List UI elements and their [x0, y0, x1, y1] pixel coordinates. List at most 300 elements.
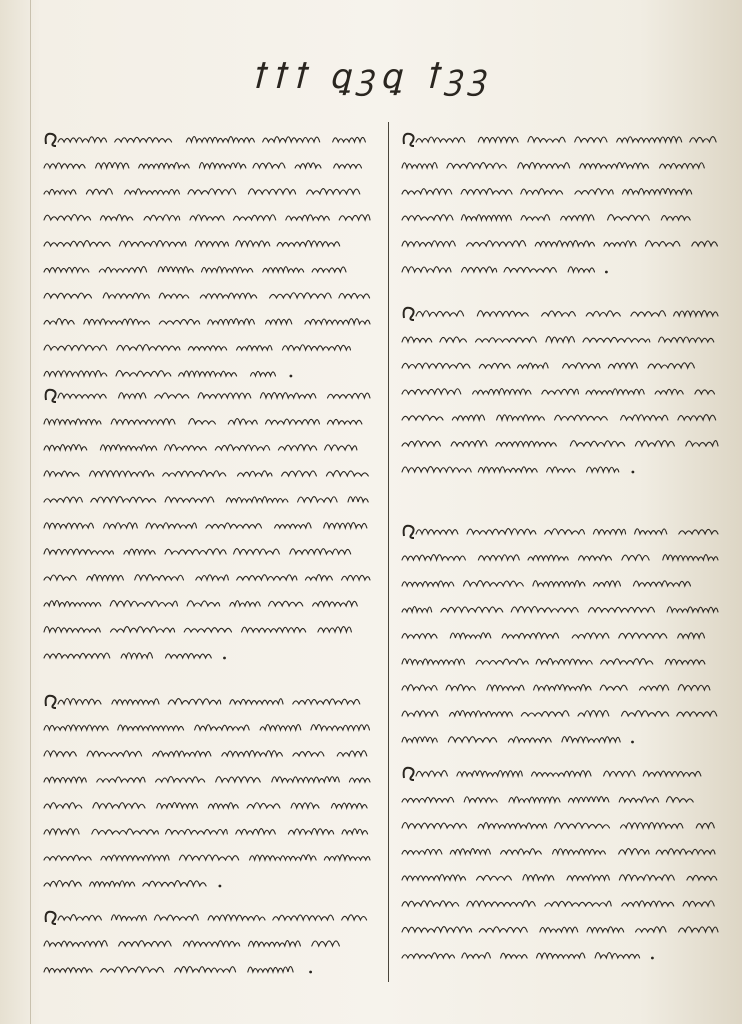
script-word — [441, 607, 503, 612]
script-line — [44, 308, 376, 334]
script-paragraph — [402, 760, 724, 968]
handwritten-script-line — [44, 642, 376, 668]
script-line — [44, 178, 376, 204]
script-word — [440, 337, 467, 342]
script-word — [199, 163, 246, 169]
script-word — [416, 771, 447, 776]
script-line — [402, 596, 724, 622]
script-word — [536, 659, 592, 664]
script-line — [402, 544, 724, 570]
handwritten-script-line — [402, 700, 724, 726]
handwritten-script-line — [402, 622, 724, 648]
script-line — [44, 956, 376, 982]
script-word — [342, 575, 370, 580]
script-word — [497, 415, 545, 420]
script-word — [537, 953, 585, 958]
script-word — [339, 215, 370, 220]
script-word — [518, 363, 549, 368]
script-word — [165, 549, 226, 554]
script-word — [416, 311, 464, 316]
script-word — [622, 901, 674, 906]
script-word — [44, 293, 92, 298]
script-word — [328, 393, 371, 398]
script-word — [487, 685, 524, 690]
script-word — [44, 725, 108, 730]
script-word — [342, 829, 368, 834]
script-paragraph — [402, 300, 724, 482]
script-line — [402, 726, 724, 752]
script-word — [291, 803, 319, 808]
script-word — [230, 699, 283, 704]
script-paragraph — [44, 126, 376, 386]
script-word — [275, 523, 312, 528]
script-word — [621, 415, 668, 420]
script-word — [153, 751, 211, 756]
handwritten-script-line — [44, 564, 376, 590]
script-word — [313, 601, 358, 606]
script-line — [402, 622, 724, 648]
script-word — [226, 497, 288, 502]
script-word — [509, 797, 560, 802]
script-word — [462, 267, 497, 272]
handwritten-script-line — [402, 942, 724, 968]
script-word — [555, 415, 608, 420]
script-word — [666, 797, 693, 802]
handwritten-script-line — [44, 930, 376, 956]
script-word — [447, 163, 506, 168]
handwritten-script-line — [402, 760, 724, 786]
script-word — [589, 607, 655, 612]
script-word — [44, 777, 86, 782]
script-line — [402, 648, 724, 674]
script-word — [234, 549, 280, 554]
script-word — [595, 953, 640, 959]
script-word — [464, 797, 497, 802]
end-mark — [219, 885, 222, 888]
script-line — [44, 282, 376, 308]
script-line — [44, 382, 376, 408]
script-word — [333, 137, 366, 142]
script-word — [307, 189, 360, 194]
script-word — [90, 471, 154, 476]
script-word — [222, 751, 283, 756]
script-word — [208, 915, 265, 920]
handwritten-script-line — [402, 674, 724, 700]
script-word — [44, 523, 94, 528]
initial-letter — [46, 912, 56, 924]
script-word — [189, 419, 216, 424]
handwritten-script-line — [402, 326, 724, 352]
script-word — [478, 137, 518, 142]
script-word — [555, 823, 610, 828]
script-word — [188, 346, 226, 350]
script-word — [561, 215, 594, 220]
script-word — [44, 941, 107, 946]
script-word — [44, 497, 82, 502]
script-line — [44, 792, 376, 818]
script-word — [643, 771, 701, 776]
script-word — [44, 751, 76, 756]
script-word — [623, 189, 692, 194]
script-word — [159, 319, 199, 324]
script-word — [111, 419, 175, 424]
script-word — [110, 601, 177, 606]
script-line — [44, 512, 376, 538]
script-word — [461, 189, 512, 194]
script-word — [402, 415, 443, 420]
script-line — [44, 740, 376, 766]
script-word — [587, 927, 624, 932]
end-mark — [605, 271, 608, 274]
script-word — [165, 445, 207, 450]
script-word — [677, 711, 717, 716]
handwritten-script-line — [44, 408, 376, 434]
script-word — [121, 653, 152, 658]
script-paragraph — [44, 382, 376, 668]
script-word — [678, 415, 716, 420]
handwritten-script-line — [44, 818, 376, 844]
script-word — [501, 849, 542, 854]
script-word — [679, 927, 718, 932]
script-word — [163, 471, 226, 476]
script-word — [175, 967, 236, 972]
script-word — [521, 711, 569, 716]
script-word — [619, 797, 658, 802]
script-word — [44, 549, 113, 554]
script-word — [402, 581, 454, 586]
initial-letter — [46, 390, 56, 402]
handwritten-script-line — [44, 740, 376, 766]
script-line — [44, 870, 376, 896]
script-word — [696, 823, 714, 828]
script-word — [476, 337, 537, 342]
script-line — [44, 256, 376, 282]
script-word — [450, 633, 491, 638]
script-word — [545, 901, 611, 906]
script-word — [282, 471, 317, 476]
script-line — [44, 844, 376, 870]
handwritten-script-line — [402, 456, 724, 482]
script-word — [648, 363, 694, 368]
script-word — [402, 685, 437, 690]
script-word — [553, 849, 606, 854]
script-line — [44, 460, 376, 486]
script-word — [216, 777, 261, 782]
script-word — [234, 215, 276, 220]
page-title: ꝉꝉꝉ ꝗꝫꝗ ꝉꝫꝫ — [250, 57, 492, 97]
script-word — [349, 778, 370, 782]
script-word — [467, 529, 536, 534]
script-word — [298, 497, 338, 502]
script-word — [635, 441, 674, 446]
script-word — [318, 627, 352, 632]
script-word — [263, 137, 320, 142]
script-word — [660, 163, 705, 168]
handwritten-script-line — [44, 904, 376, 930]
script-word — [44, 319, 74, 324]
script-word — [619, 849, 649, 854]
script-word — [44, 575, 76, 580]
script-word — [448, 737, 496, 742]
script-word — [645, 241, 680, 246]
script-word — [540, 927, 578, 932]
script-line — [44, 126, 376, 152]
handwritten-script-line — [44, 126, 376, 152]
script-word — [186, 137, 254, 142]
script-word — [111, 915, 146, 920]
script-word — [84, 319, 150, 324]
script-word — [58, 393, 106, 398]
script-word — [200, 293, 256, 298]
handwritten-script-line — [402, 518, 724, 544]
script-word — [601, 659, 653, 664]
script-line — [402, 838, 724, 864]
script-word — [467, 901, 535, 906]
script-line — [44, 590, 376, 616]
handwritten-script-line — [402, 430, 724, 456]
script-word — [683, 901, 714, 906]
script-word — [156, 777, 205, 783]
script-word — [583, 337, 650, 342]
script-word — [617, 137, 682, 142]
script-word — [325, 445, 357, 450]
script-word — [117, 345, 180, 351]
script-word — [518, 163, 570, 168]
script-word — [667, 607, 718, 612]
script-word — [157, 803, 198, 809]
script-line — [402, 674, 724, 700]
script-word — [446, 685, 475, 690]
script-word — [195, 241, 228, 246]
script-word — [272, 777, 340, 782]
script-line — [402, 916, 724, 942]
script-line — [44, 688, 376, 714]
script-word — [575, 137, 607, 142]
script-word — [100, 215, 132, 220]
script-word — [593, 529, 625, 534]
initial-letter — [404, 526, 414, 538]
script-word — [87, 575, 124, 580]
script-word — [402, 737, 437, 742]
script-word — [462, 953, 491, 958]
script-word — [337, 751, 367, 756]
script-word — [87, 751, 142, 756]
script-word — [248, 189, 295, 194]
script-word — [44, 803, 82, 808]
script-word — [44, 601, 101, 606]
script-word — [665, 659, 705, 664]
script-word — [44, 445, 87, 450]
script-word — [467, 241, 526, 246]
script-word — [622, 711, 669, 716]
script-word — [282, 345, 350, 350]
page-edge — [30, 0, 31, 1024]
script-word — [586, 311, 620, 316]
script-word — [327, 419, 362, 424]
initial-letter — [46, 696, 56, 708]
script-word — [619, 633, 667, 638]
script-word — [99, 267, 146, 272]
script-word — [608, 215, 650, 220]
script-line — [402, 352, 724, 378]
script-word — [523, 875, 554, 881]
script-word — [532, 771, 592, 776]
script-word — [101, 855, 169, 860]
script-word — [461, 215, 511, 220]
handwritten-script-line — [44, 714, 376, 740]
handwritten-script-line — [402, 916, 724, 942]
script-paragraph — [44, 688, 376, 896]
script-word — [678, 633, 705, 638]
script-word — [250, 855, 317, 860]
script-word — [402, 659, 465, 664]
script-word — [125, 189, 180, 194]
script-line — [44, 486, 376, 512]
script-word — [686, 441, 718, 446]
script-word — [44, 267, 89, 272]
script-word — [579, 555, 612, 560]
end-mark — [290, 375, 293, 378]
script-word — [154, 915, 198, 920]
script-word — [44, 215, 91, 221]
script-word — [655, 389, 683, 394]
script-word — [295, 163, 321, 168]
script-word — [293, 699, 360, 704]
script-word — [158, 267, 193, 273]
end-mark — [223, 657, 226, 660]
script-word — [188, 189, 236, 194]
handwritten-script-line — [44, 766, 376, 792]
script-line — [44, 766, 376, 792]
script-word — [119, 241, 186, 246]
handwritten-script-line — [44, 792, 376, 818]
script-word — [44, 653, 110, 658]
script-word — [622, 555, 649, 560]
script-word — [118, 725, 184, 730]
script-word — [266, 419, 320, 424]
script-line — [44, 930, 376, 956]
script-word — [402, 797, 454, 802]
script-word — [568, 797, 609, 802]
handwritten-script-line — [44, 486, 376, 512]
handwritten-script-line — [44, 956, 376, 982]
script-line — [402, 152, 724, 178]
script-line — [402, 404, 724, 430]
script-word — [478, 555, 519, 560]
script-word — [112, 699, 159, 704]
script-line — [44, 616, 376, 642]
handwritten-script-line — [44, 308, 376, 334]
script-line — [402, 518, 724, 544]
script-line — [402, 864, 724, 890]
script-word — [278, 445, 316, 450]
script-line — [402, 760, 724, 786]
script-word — [600, 685, 627, 690]
script-word — [58, 699, 101, 705]
script-word — [116, 371, 171, 376]
script-word — [348, 497, 368, 502]
script-word — [679, 529, 718, 534]
handwritten-script-line — [44, 844, 376, 870]
script-word — [269, 601, 303, 606]
script-word — [91, 497, 156, 502]
handwritten-script-line — [44, 178, 376, 204]
script-word — [528, 555, 568, 560]
script-line — [402, 700, 724, 726]
script-word — [228, 419, 257, 424]
handwritten-script-line — [402, 178, 724, 204]
script-word — [452, 415, 484, 420]
script-word — [260, 393, 316, 398]
script-word — [562, 737, 620, 742]
script-word — [100, 445, 156, 450]
script-word — [451, 441, 487, 446]
script-word — [479, 363, 510, 368]
script-word — [402, 823, 467, 829]
script-word — [578, 711, 609, 717]
script-word — [331, 803, 367, 808]
script-word — [236, 829, 275, 834]
script-word — [101, 967, 164, 972]
script-word — [633, 581, 690, 586]
handwritten-script-line — [402, 838, 724, 864]
handwritten-script-line — [44, 256, 376, 282]
script-paragraph — [402, 126, 724, 282]
script-line — [402, 890, 724, 916]
script-line — [402, 812, 724, 838]
script-word — [678, 685, 710, 690]
script-word — [619, 875, 674, 880]
script-line — [44, 818, 376, 844]
script-word — [661, 216, 690, 220]
handwritten-script-line — [44, 382, 376, 408]
script-word — [587, 467, 619, 472]
script-word — [687, 875, 717, 880]
script-word — [146, 523, 197, 528]
initial-letter — [46, 134, 56, 146]
script-word — [501, 953, 527, 958]
script-word — [166, 829, 228, 834]
script-word — [293, 751, 324, 756]
script-word — [144, 215, 180, 220]
handwritten-script-line — [44, 230, 376, 256]
script-word — [521, 189, 563, 194]
script-line — [402, 942, 724, 968]
script-line — [402, 230, 724, 256]
script-word — [402, 875, 466, 881]
script-word — [155, 393, 189, 398]
script-word — [44, 371, 107, 376]
script-word — [326, 471, 368, 476]
handwritten-script-line — [44, 688, 376, 714]
handwritten-script-line — [402, 300, 724, 326]
script-word — [248, 967, 293, 972]
end-mark — [631, 741, 634, 744]
script-line — [402, 378, 724, 404]
script-word — [416, 529, 458, 534]
initial-letter — [404, 308, 414, 320]
script-word — [502, 633, 558, 638]
script-word — [477, 311, 528, 316]
script-word — [165, 497, 214, 502]
script-word — [135, 575, 184, 580]
script-line — [44, 334, 376, 360]
script-line — [402, 300, 724, 326]
script-word — [621, 823, 683, 828]
script-word — [237, 346, 272, 351]
script-word — [508, 737, 551, 742]
handwritten-script-line — [402, 404, 724, 430]
